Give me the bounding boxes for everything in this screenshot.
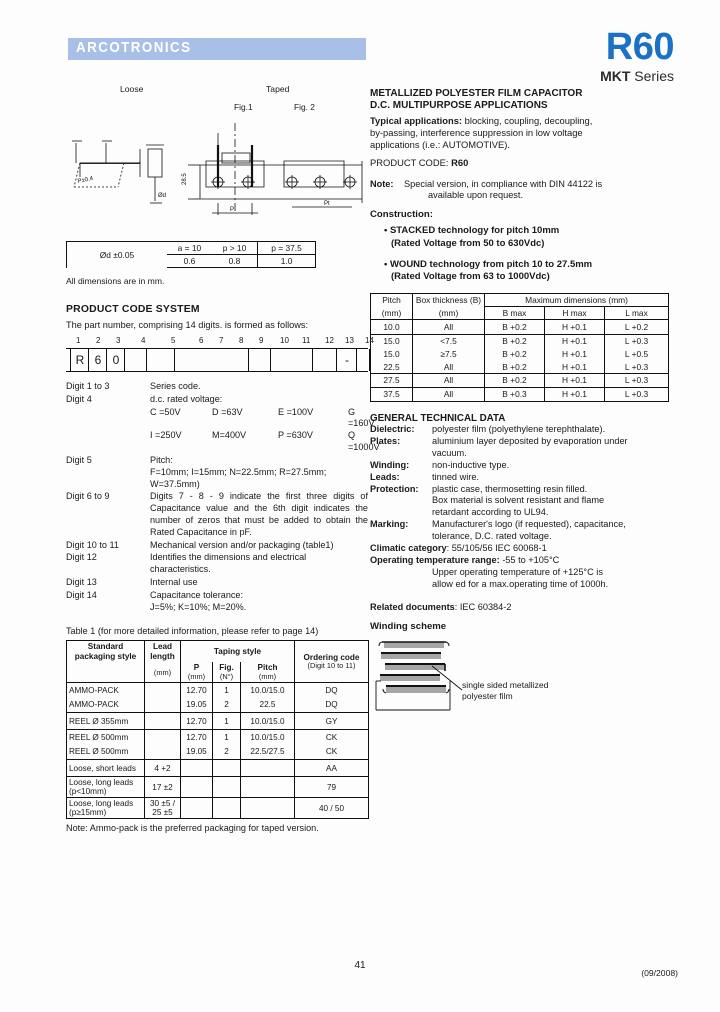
gtd-key: Protection: [370, 483, 419, 494]
table-row [371, 334, 669, 347]
digit-num-12: 12 [325, 336, 334, 345]
th-pitch-text: Pitch [257, 663, 278, 673]
gtd-protection-cont1: Box material is solvent resistant and flame [432, 495, 605, 506]
code-cell-5[interactable] [146, 349, 175, 371]
dim-cell-lmax: L +0.3 [605, 373, 669, 387]
dim-th-box: Box thickness (B) [413, 293, 485, 306]
gtd-value: non-inductive type. [432, 459, 510, 470]
page-number: 41 [354, 960, 366, 971]
table1-caption: Table 1 (for more detailed information, please refer to page 14) [66, 626, 319, 637]
climatic-category-value: : 55/105/56 IEC 60068-1 [446, 543, 547, 554]
cell-pitch [241, 760, 295, 777]
digit-value: Series code. [150, 381, 201, 391]
dim-th-maxdim: Maximum dimensions (mm) [485, 293, 669, 306]
dim-cell-pitch: 15.0 [371, 334, 413, 347]
digit-num-3: 3 [116, 336, 121, 345]
cell-pitch: 22.5 [241, 698, 295, 713]
digit-value: Identifies the dimensions and electrical characteristics. [150, 552, 307, 575]
left-column [66, 84, 380, 834]
digit-value: d.c. rated voltage: [150, 393, 223, 404]
cell-lead [145, 683, 181, 698]
related-documents-row [370, 602, 670, 612]
digit-row-10-11 [66, 540, 368, 552]
dim-cell-bmax: B +0.3 [485, 387, 545, 401]
pitch-codes-line2: W=37.5mm) [150, 478, 200, 489]
cell-style: REEL Ø 500mm [67, 745, 145, 760]
dim-th-pitch-unit: (mm) [371, 306, 413, 319]
climatic-category-label: Climatic category [370, 543, 447, 554]
operating-temp-row [370, 555, 670, 567]
od-header-0: a = 10 [167, 242, 212, 255]
brand-name: ARCOTRONICS [76, 40, 192, 56]
cell-fig: 2 [213, 745, 241, 760]
dim-cell-hmax: H +0.1 [545, 360, 605, 373]
code-cell-14[interactable] [356, 349, 370, 371]
digit-num-14: 14 [365, 336, 374, 345]
dim-cell-pitch: 27.5 [371, 373, 413, 387]
cell-style: REEL Ø 500mm [67, 730, 145, 745]
gtd-protection-cont2: retardant according to UL94. [432, 507, 549, 518]
digit-value: Mechanical version and/or packaging (table1) [150, 539, 334, 550]
series-name-rest: Series [630, 68, 674, 84]
th-ordering-code [295, 641, 369, 683]
table-row [371, 360, 669, 373]
dim-cell-box: All [413, 319, 485, 334]
construction-bullet-2 [384, 259, 670, 284]
dim-cell-bmax: B +0.2 [485, 334, 545, 347]
gtd-marking-cont: tolerance, D.C. rated voltage. [432, 531, 552, 542]
od-value-2: 1.0 [258, 255, 316, 268]
dim-th-bmax: B max [485, 306, 545, 319]
document-date: (09/2008) [641, 968, 678, 978]
note-line1: Special version, in compliance with DIN 44122 is [404, 178, 603, 189]
product-code-line [370, 157, 670, 169]
drawing-labels [66, 84, 368, 98]
code-cell-2[interactable]: 6 [88, 349, 107, 371]
cell-style: Loose, long leads (p<10mm) [67, 777, 145, 798]
construction-bullet1-line2: (Rated Voltage from 50 to 630Vdc) [391, 237, 545, 249]
cell-pitch: 10.0/15.0 [241, 713, 295, 730]
voltage-code-e: E =100V [278, 406, 314, 417]
table-row [371, 373, 669, 387]
gtd-value: aluminium layer deposited by evaporation under [432, 435, 628, 446]
voltage-code-c: C =50V [150, 406, 181, 417]
gtd-key: Winding: [370, 459, 410, 470]
code-cell-4[interactable] [124, 349, 147, 371]
gtd-value: polyester film (polyethylene terephthalate). [432, 423, 606, 434]
dim-cell-bmax: B +0.2 [485, 360, 545, 373]
gtd-row-marking [370, 519, 670, 531]
winding-label-line1: single sided metallized [462, 680, 549, 691]
cell-p [181, 760, 213, 777]
od-value-1: 0.8 [212, 255, 258, 268]
dim-th-pitch: Pitch [371, 293, 413, 306]
construction-bullet2-line2: (Rated Voltage from 63 to 1000Vdc) [391, 271, 550, 283]
winding-scheme-diagram [370, 638, 668, 716]
tolerance-codes: J=5%; K=10%; M=20%. [150, 601, 247, 612]
cell-lead [145, 698, 181, 713]
digit-key: Digit 14 [66, 589, 97, 600]
figure-labels [66, 102, 368, 115]
series-code-title: R60 [605, 26, 674, 68]
dim-cell-lmax: L +0.5 [605, 347, 669, 360]
construction-bullet2-line1: • WOUND technology from pitch 10 to 27.5mm [384, 259, 593, 271]
table-row [67, 760, 369, 777]
dim-cell-lmax: L +0.3 [605, 360, 669, 373]
series-name-bold: MKT [600, 68, 631, 84]
th-fig-text: Fig. [219, 663, 234, 673]
digit-value: Pitch: [150, 454, 173, 465]
digit-num-10: 10 [280, 336, 289, 345]
digit-key: Digit 4 [66, 393, 92, 404]
cell-code: 40 / 50 [295, 798, 369, 819]
cell-code: GY [295, 713, 369, 730]
note-line2: available upon request. [428, 190, 524, 201]
digit-key: Digit 12 [66, 552, 97, 563]
series-name [600, 68, 674, 84]
cell-fig [213, 760, 241, 777]
digit-key: Digit 10 to 11 [66, 539, 119, 550]
svg-text:P: P [230, 207, 235, 213]
cell-code: 79 [295, 777, 369, 798]
digit-row-4 [66, 394, 368, 406]
th-pitch [241, 662, 295, 682]
cell-p: 12.70 [181, 730, 213, 745]
th-packaging-style: Standard packaging style [67, 641, 145, 662]
operating-temp-cont1: Upper operating temperature of +125°C is [432, 567, 603, 578]
table1-note: Note: Ammo-pack is the preferred packaging for taped version. [66, 823, 319, 834]
digit-num-13: 13 [345, 336, 354, 345]
od-header-2: p = 37.5 [258, 242, 316, 255]
cell-style: Loose, short leads [67, 760, 145, 777]
gtd-value: Manufacturer's logo (if requested), capacitance, [432, 519, 626, 530]
typical-applications-text: blocking, coupling, decoupling, [462, 115, 593, 127]
related-documents-label: Related documents [370, 602, 455, 613]
cell-fig: 1 [213, 713, 241, 730]
gtd-key: Marking: [370, 519, 409, 530]
dim-header-row-1 [371, 293, 669, 306]
table-row [67, 777, 369, 798]
table-row [67, 745, 369, 760]
voltage-code-p: P =630V [278, 430, 313, 441]
spacer [66, 407, 150, 454]
construction-bullet-1 [384, 225, 670, 250]
th-ordering-code-unit: (Digit 10 to 11) [307, 661, 356, 671]
gtd-plates-cont: vacuum. [432, 447, 467, 458]
dim-cell-hmax: H +0.1 [545, 347, 605, 360]
digit-definitions [66, 381, 380, 613]
svg-text:P±0.4: P±0.4 [77, 175, 94, 185]
cell-p: 12.70 [181, 683, 213, 698]
digit-num-1: 1 [76, 336, 81, 345]
dim-cell-bmax: B +0.2 [485, 373, 545, 387]
digit-key: Digit 1 to 3 [66, 381, 110, 391]
digit-row-14 [66, 590, 368, 614]
fig2-label: Fig. 2 [294, 102, 315, 112]
maximum-dimensions-table [370, 293, 669, 402]
svg-text:Pt: Pt [324, 201, 330, 207]
gtd-row-dielectric [370, 424, 670, 436]
th-fig [213, 662, 241, 682]
cell-lead [145, 713, 181, 730]
digit-number-row [66, 336, 374, 348]
taped-label: Taped [266, 84, 290, 94]
dim-th-hmax: H max [545, 306, 605, 319]
dim-cell-box: All [413, 387, 485, 401]
svg-text:28.5: 28.5 [182, 173, 188, 185]
dim-cell-hmax: H +0.1 [545, 334, 605, 347]
cell-pitch [241, 798, 295, 819]
pitch-codes-line1: F=10mm; I=15mm; N=22.5mm; R=27.5mm; [150, 466, 327, 477]
cell-style: AMMO-PACK [67, 698, 145, 713]
product-code-system-subtitle: The part number, comprising 14 digits. is formed as follows: [66, 320, 309, 330]
cell-fig: 2 [213, 698, 241, 713]
dim-cell-box: ≥7.5 [413, 347, 485, 360]
typical-applications-line3: applications (i.e.: AUTOMOTIVE). [370, 139, 510, 151]
voltage-code-i: I =250V [150, 430, 182, 441]
gtd-value: plastic case, thermosetting resin filled. [432, 483, 588, 494]
code-cell-3[interactable]: 0 [106, 349, 125, 371]
cell-fig: 1 [213, 683, 241, 698]
th-p-text: P [193, 663, 200, 673]
gtd-row-leads [370, 472, 670, 484]
construction-label: Construction: [370, 209, 433, 221]
cell-p: 12.70 [181, 713, 213, 730]
digit-value: Digits 7 - 8 - 9 indicate the first three digits of Capacitance value and the 6th digit indicates the number of zeros that must be added to obtain the Rated Capacitance in pF. [150, 491, 368, 537]
cell-fig [213, 777, 241, 798]
dim-cell-lmax: L +0.3 [605, 387, 669, 401]
digit-key: Digit 5 [66, 454, 92, 465]
digit-row-13 [66, 577, 368, 589]
capacitor-dimension-drawing [66, 115, 368, 235]
dim-cell-box: <7.5 [413, 334, 485, 347]
operating-temp-label: Operating temperature range: [370, 555, 500, 566]
typical-applications [370, 115, 670, 151]
dim-cell-box: All [413, 360, 485, 373]
digit-num-4: 4 [141, 336, 146, 345]
product-code-value: R60 [451, 157, 469, 169]
dim-th-box-unit: (mm) [413, 306, 485, 319]
right-column [370, 88, 670, 716]
th-lead-unit: (mm) [145, 662, 181, 682]
dim-cell-hmax: H +0.1 [545, 387, 605, 401]
cell-pitch [241, 777, 295, 798]
digit-row-12 [66, 552, 368, 576]
cell-style: Loose, long leads (p≥15mm) [67, 798, 145, 819]
cell-fig [213, 798, 241, 819]
cell-p: 19.05 [181, 745, 213, 760]
dim-cell-lmax: L +0.3 [605, 334, 669, 347]
cell-fig: 1 [213, 730, 241, 745]
th-packaging-unit [67, 662, 145, 682]
winding-label-line2: polyester film [462, 691, 513, 702]
doc-title-line1: METALLIZED POLYESTER FILM CAPACITOR [370, 88, 583, 99]
cell-lead [145, 745, 181, 760]
din-note [370, 179, 670, 203]
fig1-label: Fig.1 [234, 102, 253, 112]
dim-cell-pitch: 22.5 [371, 360, 413, 373]
cell-lead: 30 ±5 / 25 ±5 [145, 798, 181, 819]
cell-p: 19.05 [181, 698, 213, 713]
table-row [67, 730, 369, 745]
digit-row-5 [66, 455, 368, 490]
product-code-label: PRODUCT CODE: [370, 157, 449, 169]
code-cell-1[interactable]: R [70, 349, 89, 371]
table-row [67, 683, 369, 698]
table-row [67, 698, 369, 713]
th-taping-style: Taping style [181, 641, 295, 662]
operating-temp-value: -55 to +105°C [499, 555, 560, 566]
digit-num-9: 9 [259, 336, 264, 345]
dim-cell-hmax: H +0.1 [545, 319, 605, 334]
climatic-category-row [370, 543, 670, 555]
table-row [371, 347, 669, 360]
digit-num-7: 7 [219, 336, 224, 345]
digit-num-11: 11 [302, 336, 311, 345]
cell-style: REEL Ø 355mm [67, 713, 145, 730]
dim-cell-box: All [413, 373, 485, 387]
th-p-unit: (mm) [187, 671, 206, 681]
dim-cell-pitch: 10.0 [371, 319, 413, 334]
product-code-system-heading: PRODUCT CODE SYSTEM [66, 304, 200, 315]
loose-label: Loose [120, 84, 144, 94]
digit-value: Internal use [150, 577, 198, 587]
cell-code: DQ [295, 683, 369, 698]
table-row [371, 319, 669, 334]
gtd-key: Leads: [370, 471, 400, 482]
voltage-code-g: G =160V [348, 406, 375, 429]
packaging-table [66, 640, 369, 819]
operating-temp-cont2: allow ed for a max.operating time of 1000h. [432, 579, 609, 590]
note-label: Note: [370, 178, 394, 189]
digit-row-1-3 [66, 381, 368, 393]
dim-cell-bmax: B +0.2 [485, 347, 545, 360]
od-row-label: Ød ±0.05 [67, 242, 168, 268]
dim-cell-lmax: L +0.2 [605, 319, 669, 334]
th-pitch-unit: (mm) [258, 671, 277, 681]
od-value-0: 0.6 [167, 255, 212, 268]
digit-num-2: 2 [96, 336, 101, 345]
related-documents-value: : IEC 60384-2 [454, 602, 512, 613]
code-cell-10-11[interactable] [270, 349, 313, 371]
product-code-boxes [66, 348, 368, 372]
cell-p [181, 777, 213, 798]
digit-num-5: 5 [171, 336, 176, 345]
cell-lead: 17 ±2 [145, 777, 181, 798]
dim-cell-pitch: 37.5 [371, 387, 413, 401]
table-row [371, 387, 669, 401]
code-cell-12[interactable] [312, 349, 337, 371]
code-cell-9b[interactable] [248, 349, 271, 371]
construction-block [370, 209, 670, 283]
voltage-code-m: M=400V [212, 430, 247, 441]
table1-header-row-1 [67, 641, 369, 662]
digit-key: Digit 13 [66, 577, 97, 587]
doc-title-line2: D.C. MULTIPURPOSE APPLICATIONS [370, 100, 548, 112]
typical-applications-line2: by-passing, interference suppression in low voltage [370, 127, 583, 139]
gtd-row-plates [370, 436, 670, 448]
gtd-value: tinned wire. [432, 471, 479, 482]
gtd-row-winding [370, 460, 670, 472]
digit-key: Digit 6 to 9 [66, 491, 110, 502]
dim-th-lmax: L max [605, 306, 669, 319]
svg-text:Ød: Ød [158, 193, 167, 199]
cell-lead: 4 +2 [145, 760, 181, 777]
table-row [67, 713, 369, 730]
cell-p [181, 798, 213, 819]
th-p [181, 662, 213, 682]
construction-bullet1-line1: • STACKED technology for pitch 10mm [384, 225, 560, 237]
th-lead-length: Lead length [145, 641, 181, 662]
od-header-1: p > 10 [212, 242, 258, 255]
dimensions-note: All dimensions are in mm. [66, 276, 165, 286]
cell-pitch: 10.0/15.0 [241, 683, 295, 698]
cell-pitch: 22.5/27.5 [241, 745, 295, 760]
typical-applications-label: Typical applications: [370, 115, 463, 127]
th-fig-unit: (N°) [219, 671, 234, 681]
cell-code: DQ [295, 698, 369, 713]
general-technical-data-heading: GENERAL TECHNICAL DATA [370, 412, 506, 424]
voltage-code-block [66, 406, 380, 454]
digit-num-8: 8 [239, 336, 244, 345]
code-cell-6-9[interactable] [174, 349, 249, 371]
cell-style: AMMO-PACK [67, 683, 145, 698]
digit-row-6-9 [66, 491, 368, 538]
dim-cell-bmax: B +0.2 [485, 319, 545, 334]
cell-code: AA [295, 760, 369, 777]
dim-cell-hmax: H +0.1 [545, 373, 605, 387]
gtd-key: Plates: [370, 435, 401, 446]
digit-value: Capacitance tolerance: [150, 589, 244, 600]
voltage-grid [150, 407, 380, 454]
cell-code: CK [295, 730, 369, 745]
gtd-key: Dielectric: [370, 423, 415, 434]
cell-code: CK [295, 745, 369, 760]
cell-pitch: 10.0/15.0 [241, 730, 295, 745]
digit-num-6: 6 [199, 336, 204, 345]
lead-diameter-table [66, 241, 316, 268]
table-row [67, 798, 369, 819]
dim-header-row-2 [371, 306, 669, 319]
winding-scheme-heading: Winding scheme [370, 621, 447, 633]
voltage-code-d: D =63V [212, 406, 243, 417]
code-cell-13[interactable]: - [336, 349, 357, 371]
th-ordering-code-text: Ordering code [303, 652, 360, 662]
cell-lead [145, 730, 181, 745]
dim-cell-pitch: 15.0 [371, 347, 413, 360]
voltage-code-q: Q =1000V [348, 430, 380, 453]
gtd-row-protection [370, 484, 670, 496]
